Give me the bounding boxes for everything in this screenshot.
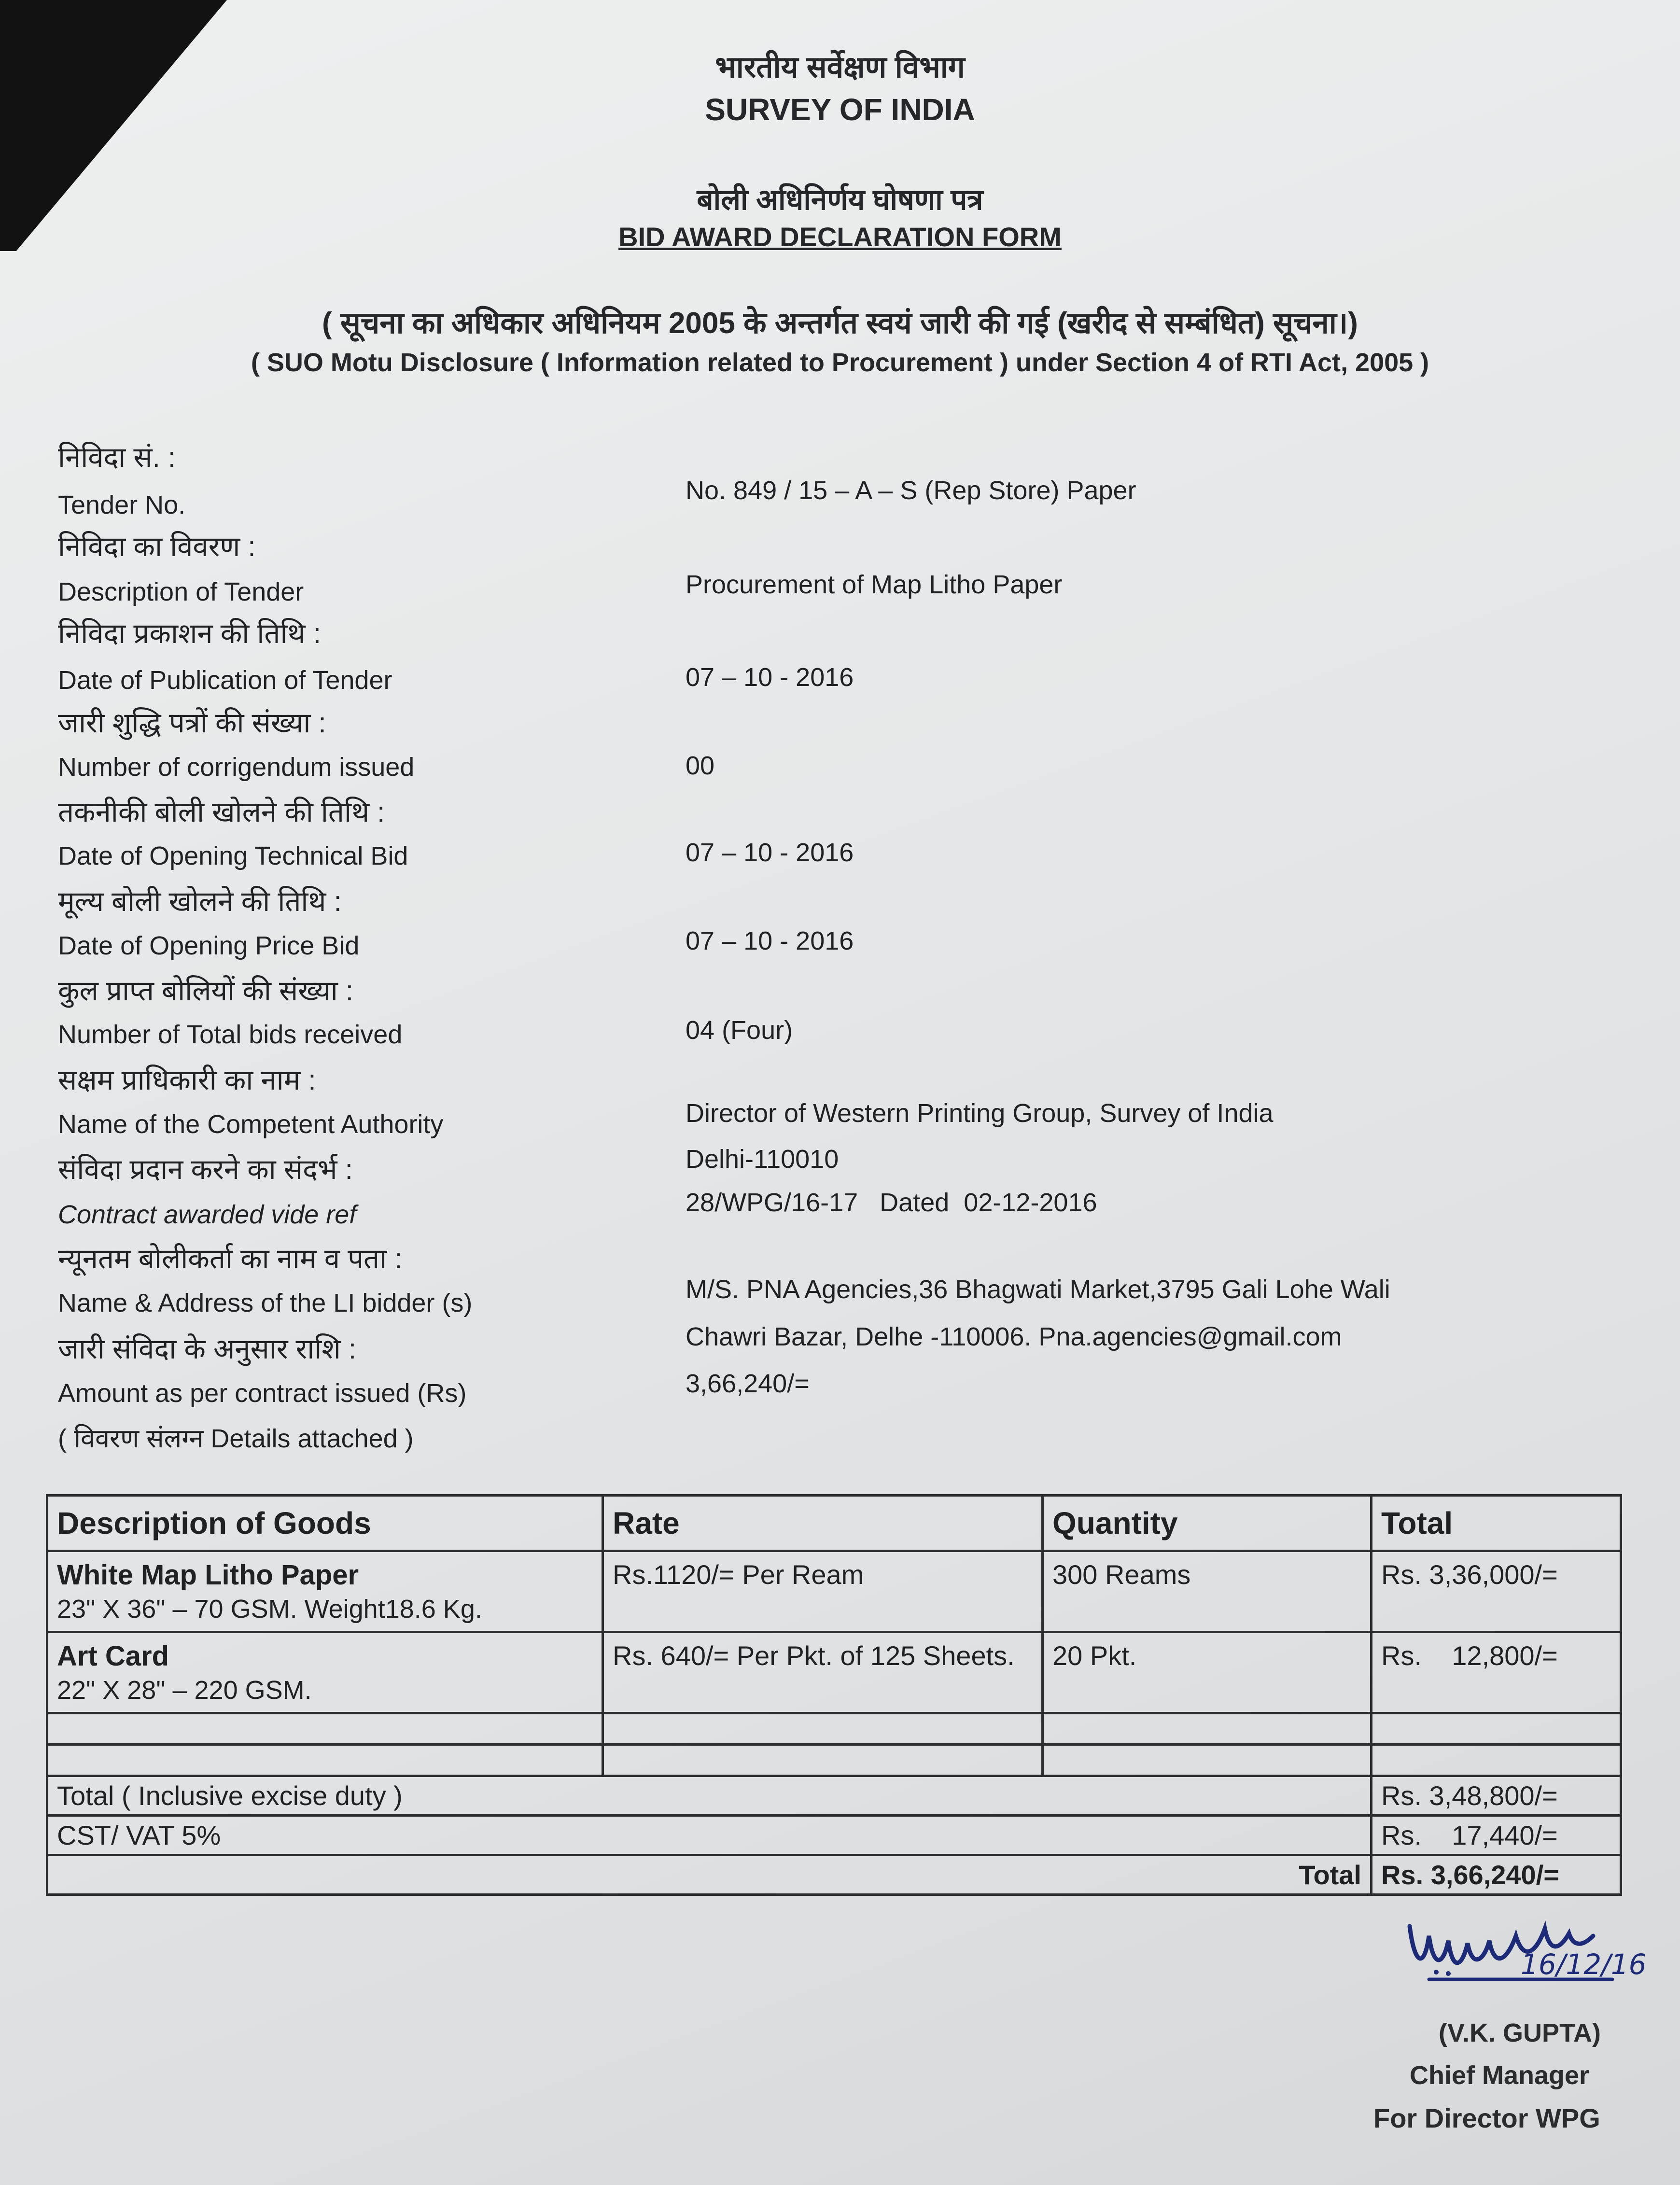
signature-date: 16/12/16 [1521, 1948, 1647, 1981]
table-row [47, 1551, 1621, 1632]
rti-note-hindi: ( सूचना का अधिकार अधिनियम 2005 के अन्तर्गत स्वयं जारी की गई (खरीद से सम्बंधित) सूचना।) [322, 307, 1358, 340]
signatory-designation: Chief Manager [1410, 2061, 1590, 2090]
details-attached-note: ( विवरण संलग्न Details attached ) [58, 1424, 414, 1453]
bidder-value-line2: Chawri Bazar, Delhe -110006. Pna.agencies@gmail.com [686, 1322, 1342, 1351]
goods-table [46, 1494, 1622, 1896]
bidder-label-hindi: न्यूनतम बोलीकर्ता का नाम व पता : [58, 1243, 403, 1275]
contract-ref-label: Contract awarded vide ref [58, 1200, 357, 1229]
total-cell: Rs. 3,36,000/= [1372, 1551, 1621, 1632]
corrigendum-label: Number of corrigendum issued [58, 753, 415, 782]
header-rate: Rate [603, 1496, 1043, 1551]
price-bid-label-hindi: मूल्य बोली खोलने की तिथि : [58, 886, 342, 917]
summary-row-tax [47, 1816, 1621, 1855]
publication-date-label-hindi: निविदा प्रकाशन की तिथि : [58, 618, 321, 649]
technical-bid-label-hindi: तकनीकी बोली खोलने की तिथि : [58, 797, 385, 828]
item-name: White Map Litho Paper [57, 1559, 359, 1591]
grand-total-label: Total [47, 1855, 1372, 1895]
corrigendum-value: 00 [686, 751, 715, 780]
item-name: Art Card [57, 1640, 169, 1672]
table-row [47, 1632, 1621, 1713]
quantity-cell: 300 Reams [1043, 1551, 1372, 1632]
summary-value: Rs. 3,48,800/= [1372, 1776, 1621, 1816]
empty-row [47, 1713, 1621, 1745]
description-value: Procurement of Map Litho Paper [686, 570, 1063, 599]
total-bids-label-hindi: कुल प्राप्त बोलियों की संख्या : [58, 975, 354, 1007]
grand-total-row [47, 1855, 1621, 1895]
grand-total-value: Rs. 3,66,240/= [1372, 1855, 1621, 1895]
description-label: Description of Tender [58, 577, 304, 606]
rate-cell: Rs. 640/= Per Pkt. of 125 Sheets. [603, 1632, 1043, 1713]
price-bid-value: 07 – 10 - 2016 [686, 926, 854, 955]
technical-bid-label: Date of Opening Technical Bid [58, 841, 408, 870]
goods-description-cell [47, 1551, 603, 1632]
amount-label-hindi: जारी संविदा के अनुसार राशि : [58, 1333, 356, 1365]
form-title-hindi: बोली अधिनिर्णय घोषणा पत्र [697, 183, 983, 216]
corrigendum-label-hindi: जारी शुद्धि पत्रों की संख्या : [58, 707, 326, 739]
publication-date-value: 07 – 10 - 2016 [686, 663, 854, 692]
org-name-english: SURVEY OF INDIA [705, 92, 975, 127]
header-description: Description of Goods [47, 1496, 603, 1551]
org-name-hindi: भारतीय सर्वेक्षण विभाग [715, 51, 965, 84]
technical-bid-value: 07 – 10 - 2016 [686, 838, 854, 867]
total-cell: Rs. 12,800/= [1372, 1632, 1621, 1713]
goods-description-cell [47, 1632, 603, 1713]
item-spec: 23" X 36" – 70 GSM. Weight18.6 Kg. [57, 1595, 482, 1624]
header-quantity: Quantity [1043, 1496, 1372, 1551]
quantity-cell: 20 Pkt. [1043, 1632, 1372, 1713]
item-spec: 22" X 28" – 220 GSM. [57, 1676, 312, 1705]
form-title-english: BID AWARD DECLARATION FORM [618, 222, 1062, 252]
total-bids-value: 04 (Four) [686, 1016, 793, 1045]
rti-note-english: ( SUO Motu Disclosure ( Information related to Procurement ) under Section 4 of RTI Act, 2005 ) [251, 348, 1429, 377]
publication-date-label: Date of Publication of Tender [58, 666, 392, 695]
summary-value: Rs. 17,440/= [1372, 1816, 1621, 1855]
description-label-hindi: निविदा का विवरण : [58, 531, 256, 562]
amount-value: 3,66,240/= [686, 1369, 810, 1398]
rate-cell: Rs.1120/= Per Ream [603, 1551, 1043, 1632]
header-total: Total [1372, 1496, 1621, 1551]
price-bid-label: Date of Opening Price Bid [58, 931, 360, 960]
table-header-row [47, 1496, 1621, 1551]
tender-no-value: No. 849 / 15 – A – S (Rep Store) Paper [686, 476, 1136, 505]
signatory-on-behalf: For Director WPG [1373, 2103, 1600, 2133]
summary-label: CST/ VAT 5% [47, 1816, 1372, 1855]
bidder-value-line1: M/S. PNA Agencies,36 Bhagwati Market,3795 Gali Lohe Wali [686, 1275, 1390, 1304]
contract-ref-value: 28/WPG/16-17 Dated 02-12-2016 [686, 1188, 1097, 1217]
summary-row-subtotal [47, 1776, 1621, 1816]
authority-label: Name of the Competent Authority [58, 1110, 444, 1139]
authority-label-hindi: सक्षम प्राधिकारी का नाम : [58, 1064, 316, 1096]
tender-no-label-hindi: निविदा सं. : [58, 442, 176, 473]
tender-no-label: Tender No. [58, 490, 186, 519]
authority-value-line1: Director of Western Printing Group, Survey of India [686, 1099, 1274, 1128]
empty-row [47, 1745, 1621, 1776]
signatory-name: (V.K. GUPTA) [1439, 2018, 1601, 2047]
authority-value-line2: Delhi-110010 [686, 1145, 839, 1174]
amount-label: Amount as per contract issued (Rs) [58, 1379, 467, 1408]
total-bids-label: Number of Total bids received [58, 1020, 403, 1049]
summary-label: Total ( Inclusive excise duty ) [47, 1776, 1372, 1816]
contract-ref-label-hindi: संविदा प्रदान करने का संदर्भ : [58, 1154, 353, 1185]
bidder-label: Name & Address of the LI bidder (s) [58, 1289, 473, 1317]
